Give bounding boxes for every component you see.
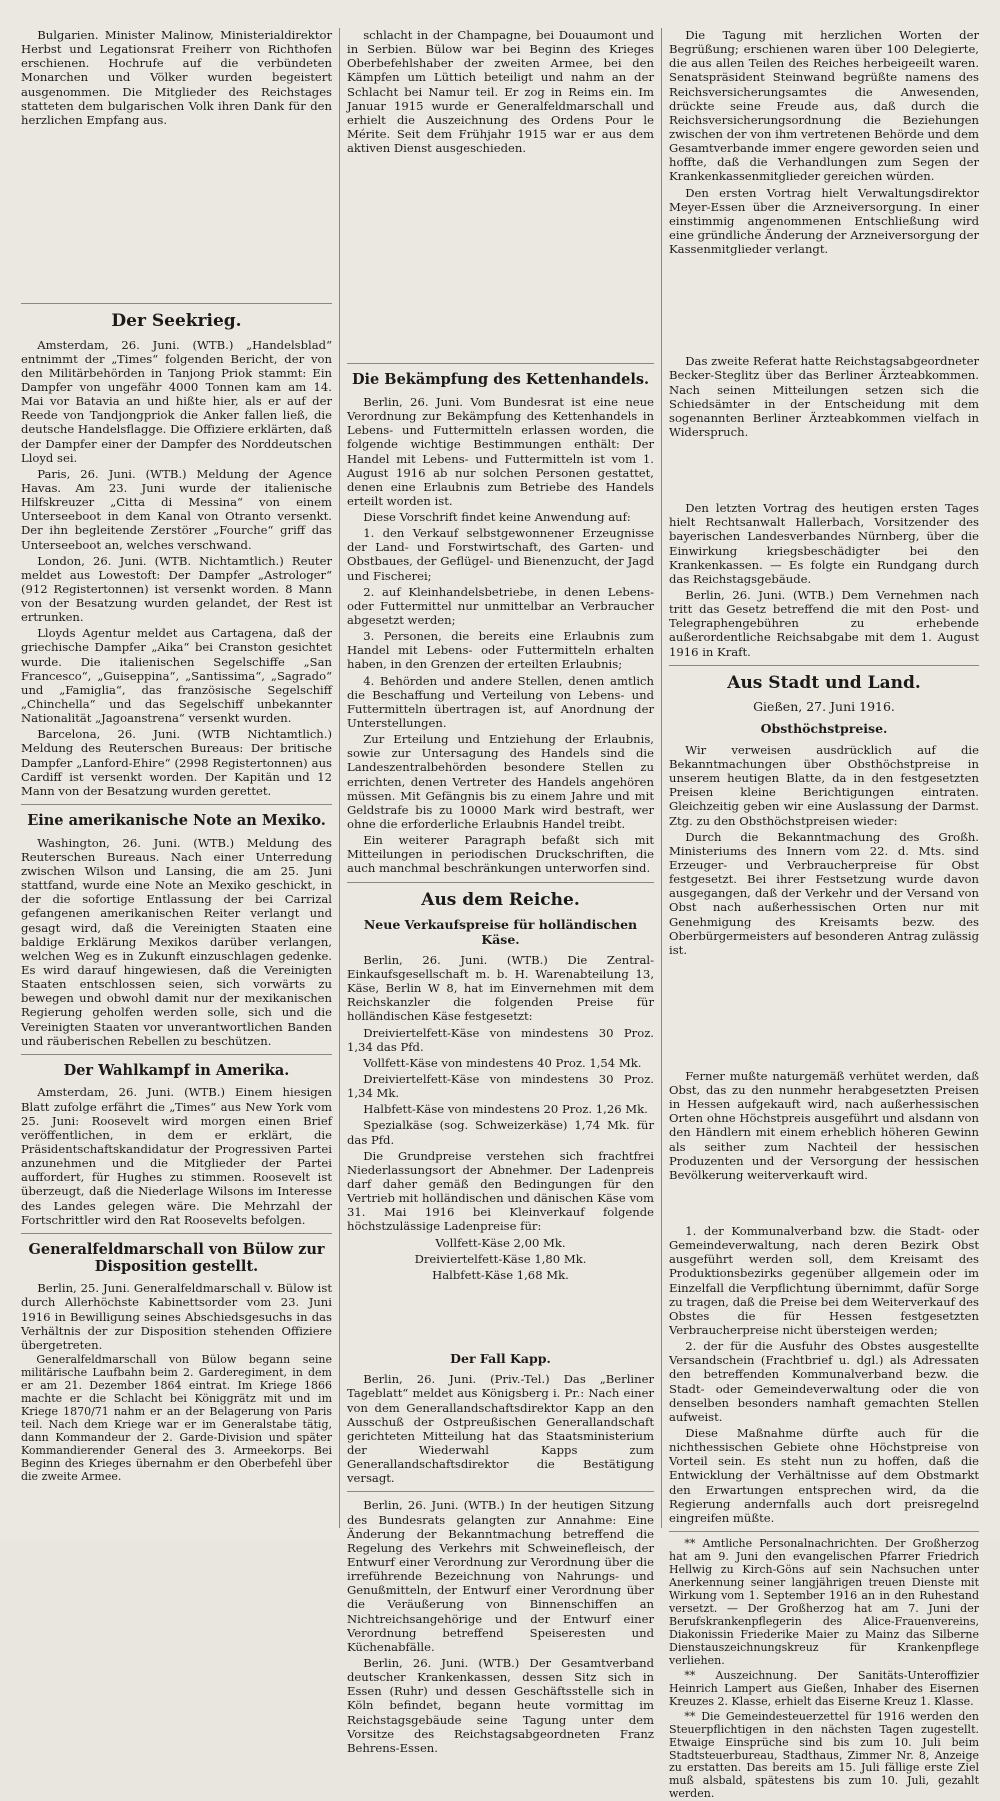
article-text: Paris, 26. Juni. (WTB.) Meldung der Agence Havas. Am 23. Juni wurde der italienische Hilfskreuzer „Citta di Messina“ von einem Unterseeboot in dem Kanal von Otranto versenkt. Der ihn begleitende Zerstörer „Fourche“ griff das Unterseeboot an, welches verschwand. <box>21 466 332 552</box>
column-layout <box>14 28 986 1801</box>
section-divider <box>21 1233 332 1234</box>
section-divider <box>21 804 332 805</box>
article-text: schlacht in der Champagne, bei Douaumont und in Serbien. Bülow war bei Beginn des Krieges Oberbefehlshaber der zweiten Armee, bei den Kämpfen um Lüttich beteiligt und nahm an der Schlacht bei Namur teil. Er zog in Reims ein. Im Januar 1915 wurde er Generalfeldmarschall und erhielt die Auszeichnung des Ordens Pour le Mérite. Seit dem Frühjahr 1915 war er aus dem aktiven Dienst ausgeschieden. <box>347 28 654 156</box>
section-divider <box>21 303 332 304</box>
illegible-text-block <box>669 1184 979 1224</box>
list-item: 3. Personen, die bereits eine Erlaubnis zum Handel mit Lebens- oder Futtermitteln erhalten haben, in den Grenzen der erteilten Erlaubnis; <box>347 629 654 672</box>
article-text: Berlin, 25. Juni. Generalfeldmarschall v. Bülow ist durch Allerhöchste Kabinettsorder vom 23. Juni 1916 in Bewilligung seines Abschiedsgesuchs in das Verhältnis der zur Disposition stehenden Offiziere übergetreten. <box>21 1281 332 1352</box>
article-heading: Der Fall Kapp. <box>450 1350 551 1366</box>
article-text: Zur Erteilung und Entziehung der Erlaubnis, sowie zur Untersagung des Handels sind die Landeszentralbehörden besondere Stellen zu errichten, denen Vertreter des Handels angehören müssen. Mit Gefängnis bis zu einem Jahre und mit Geldstrafe bis zu 10000 Mark wird bestraft, wer ohne die erforderliche Erlaubnis Handel treibt. <box>347 732 654 832</box>
article-text: ** Auszeichnung. Der Sanitäts-Unteroffizier Heinrich Lampert aus Gießen, Inhaber des Eisernen Kreuzes 2. Klasse, erhielt das Eiserne Kreuz 1. Klasse. <box>669 1668 979 1708</box>
illegible-text-block <box>669 258 979 354</box>
illegible-text-block <box>669 441 979 501</box>
article-text: Washington, 26. Juni. (WTB.) Meldung des Reuterschen Bureaus. Nach einer Unterredung zwischen Wilson und Lansing, die am 25. Juni stattfand, wurde eine Note an Mexiko geschickt, in der die sofortige Entlassung der bei Carrizal gefangenen amerikanischen Reiter verlangt und gesagt wird, daß die Vereinigten Staaten eine baldige Erklärung Mexikos darüber verlangen, welchen Weg es in Zukunft einzuschlagen gedenke. Es wird darauf hingewiesen, daß die Vereinigten Staaten entschlossen seien, sich vorwärts zu bewegen und obwohl damit nur der mexikanischen Regierung geholfen werden solle, sich und die Vereinigten Staaten vor unverantwortlichen Banden und räuberischen Rebellen zu beschützen. <box>21 835 332 1048</box>
article-text: Barcelona, 26. Juni. (WTB Nichtamtlich.) Meldung des Reuterschen Bureaus: Der britische Dampfer „Lanford-Ehire“ (2998 Registertonnen) aus Cardiff ist versenkt worden. Der Kapitän und 12 Mann von der Besatzung wurden gerettet. <box>21 727 332 798</box>
illegible-text-block <box>347 1284 654 1344</box>
price-line: Dreiviertelfett-Käse 1,80 Mk. <box>414 1251 587 1266</box>
section-divider <box>21 1054 332 1055</box>
article-text: Berlin, 26. Juni. Vom Bundesrat ist eine neue Verordnung zur Bekämpfung des Kettenhandels in Lebens- und Futtermitteln erlassen worden, die folgende wichtige Bestimmungen enthält: Der Handel mit Lebens- und Futtermitteln ist vom 1. August 1916 ab nur solchen Personen gestattet, denen eine Erlaubnis zum Betriebe des Handels erteilt worden ist. <box>347 394 654 508</box>
article-heading: Neue Verkaufspreise für holländischen Käse. <box>363 917 638 947</box>
section-heading: Aus dem Reiche. <box>421 889 580 910</box>
section-divider <box>669 1531 979 1532</box>
article-text: Wir verweisen ausdrücklich auf die Bekanntmachungen über Obsthöchstpreise in unserem heutigen Blatte, da in den festgesetzten Preisen kleine Berichtigungen eintraten. Gleichzeitig geben wir eine Auslassung der Darmst. Ztg. zu den Obsthöchstpreisen wieder: <box>669 742 979 828</box>
illegible-text-block <box>21 129 332 297</box>
section-heading: Aus Stadt und Land. <box>727 672 921 693</box>
article-text: Berlin, 26. Juni. (WTB.) Die Zentral-Einkaufsgesellschaft m. b. H. Warenabteilung 13, Käse, Berlin W 8, hat im Einvernehmen mit dem Reichskanzler die folgenden Preise für holländischen Käse festgesetzt: <box>347 952 654 1024</box>
illegible-text-block <box>669 959 979 1069</box>
article-text: Diese Vorschrift findet keine Anwendung auf: <box>363 510 631 525</box>
article-text: Das zweite Referat hatte Reichstagsabgeordneter Becker-Steglitz über das Berliner Ärzteabkommen. Nach seinen Mitteilungen setzen sich die Schiedsämter in der Entscheidung mit dem sogenannten Berliner Ärzteabkommen vielfach in Widerspruch. <box>669 354 979 439</box>
section-divider <box>347 363 654 364</box>
article-heading: Der Seekrieg. <box>111 310 242 331</box>
list-item: 1. der Kommunalverband bzw. die Stadt- oder Gemeindeverwaltung, nach deren Bezirk Obst ausgeführt werden soll, dem Kreisamt des Produktionsbezirks gegenüber allgemein oder im Einzelfall die Verpflichtung übernimmt, dafür Sorge zu tragen, daß die Preise bei dem Weiterverkauf des Obstes die für Hessen festgesetzten Verbraucherpreise nicht übersteigen werden; <box>669 1224 979 1338</box>
list-item: 2. auf Kleinhandelsbetriebe, in denen Lebens- oder Futtermittel nur unmittelbar an Verbraucher abgesetzt werden; <box>347 584 654 628</box>
article-text: Den letzten Vortrag des heutigen ersten Tages hielt Rechtsanwalt Hallerbach, Vorsitzender des bayerischen Landesverbandes Nürnberg, über die Einwirkung kriegsbeschädigter bei den Krankenkassen. — Es folgte ein Rundgang durch das Reichstagsgebäude. <box>669 501 979 586</box>
article-text: Den ersten Vortrag hielt Verwaltungsdirektor Meyer-Essen über die Arzneiversorgung. In einer einstimmig angenommenen Entschließung wird eine gründliche Änderung der Arzneiversorgung der Kassenmitglieder verlangt. <box>669 185 979 257</box>
illegible-text-block <box>347 157 654 357</box>
article-text: Bulgarien. Minister Malinow, Ministerialdirektor Herbst und Legationsrat Freiherr von Richthofen erschienen. Hochrufe auf die verbündeten Monarchen und Völker wurden begeistert ausgenommen. Die Mitglieder des Reichstages statteten dem bulgarischen Volk ihren Dank für den herzlichen Empfang aus. <box>21 28 332 127</box>
article-text: ** Amtliche Personalnachrichten. Der Großherzog hat am 9. Juni den evangelischen Pfarrer Friedrich Hellwig zu Kirch-Göns auf sein Nachsuchen unter Anerkennung seiner langjährigen treuen Dienste mit Wirkung vom 1. September 1916 an in den Ruhestand versetzt. — Der Großherzog hat am 7. Juni der Berufskrankenpflegerin des Alice-Frauenvereins, Diakonissin Friederike Maier zu Mainz das Silberne Dienstauszeichnungskreuz für Krankenpflege verliehen. <box>669 1537 979 1667</box>
article-text: Berlin, 26. Juni. (WTB.) Der Gesamtverband deutscher Krankenkassen, dessen Sitz sich in Essen (Ruhr) und dessen Geschäftsstelle sich in Köln befindet, begann heute vormittag im Reichstagsgebäude seine Tagung unter dem Vorsitze des Reichstagsabgeordneten Franz Behrens-Essen. <box>347 1656 654 1755</box>
price-line: Vollfett-Käse 2,00 Mk. <box>435 1235 566 1250</box>
article-text: ** Die Gemeindesteuerzettel für 1916 werden den Steuerpflichtigen in den nächsten Tagen zugestellt. Etwaige Einsprüche sind bis zum 10. Juli beim Stadtsteuerbureau, Stadthaus, Zimmer Nr. 8, Anzeige zu erstatten. Das bereits am 15. Juli fällige erste Ziel muß alsbald, spätestens bis zum 10. Juli, gezahlt werden. <box>669 1709 979 1801</box>
article-text: Berlin, 26. Juni. (WTB.) Dem Vernehmen nach tritt das Gesetz betreffend die mit den Post- und Telegraphengebühren zu erhebende außerordentliche Reichsabgabe mit dem 1. August 1916 in Kraft. <box>669 587 979 659</box>
article-text: London, 26. Juni. (WTB. Nichtamtlich.) Reuter meldet aus Lowestoft: Der Dampfer „Astrologer“ (912 Registertonnen) ist versenkt worden. 8 Mann von der Besatzung wurden gelandet, der Rest ist ertrunken. <box>21 553 332 625</box>
price-line: Dreiviertelfett-Käse von mindestens 30 Proz. 1,34 Mk. <box>347 1072 654 1101</box>
list-item: 2. der für die Ausfuhr des Obstes ausgestellte Versandschein (Frachtbrief u. dgl.) als Adressaten den betreffenden Kommunalverband bezw. die Stadt- oder Gemeindeverwaltung oder die von denselben besonders namhaft gemachten Stellen aufweist. <box>669 1339 979 1424</box>
article-heading: Der Wahlkampf in Amerika. <box>63 1061 290 1079</box>
column-middle <box>340 28 662 1755</box>
section-divider <box>347 882 654 883</box>
column-left <box>14 28 340 1528</box>
article-text: Berlin, 26. Juni. (WTB.) In der heutigen Sitzung des Bundesrats gelangten zur Annahme: Eine Änderung der Bekanntmachung betreffend die Regelung des Verkehrs mit Schweinefleisch, der Entwurf einer Verordnung zur Verordnung über die irreführende Bezeichnung von Nahrungs- und Genußmitteln, der Entwurf einer Verordnung über die Veräußerung von Binnenschiffen an Nichtreichsangehörige und der Entwurf einer Verordnung betreffend Speiseresten und Küchenabfälle. <box>347 1498 654 1654</box>
article-text: Die Tagung mit herzlichen Worten der Begrüßung; erschienen waren über 100 Delegierte, die aus allen Teilen des Reiches herbeigeeilt waren. Senatspräsident Steinwand begrüßte namens des Reichsversicherungsamtes die Anwesenden, drückte seine Freude aus, daß durch die Reichsversicherungsordnung die Beziehungen zwischen der von ihm vertretenen Behörde und dem Gesamtverbande immer engere geworden seien und hoffte, daß die Verhandlungen zum Segen der Krankenkassenmitglieder gereichen würden. <box>669 28 979 184</box>
price-line: Spezialkäse (sog. Schweizerkäse) 1,74 Mk. für das Pfd. <box>347 1118 654 1147</box>
article-text: Die Grundpreise verstehen sich frachtfrei Niederlassungsort der Abnehmer. Der Ladenpreis darf daher gemäß den Bedingungen für den Vertrieb mit holländischen und dänischen Käse vom 31. Mai 1916 bei Kleinverkauf folgende höchstzulässige Ladenpreise für: <box>347 1148 654 1234</box>
article-text: Amsterdam, 26. Juni. (WTB.) „Handelsblad“ entnimmt der „Times“ folgenden Bericht, der von den Militärbehörden in Tanjong Priok stammt: Ein Dampfer von ungefähr 4000 Tonnen kam am 14. Mai vor Batavia an und hißte hier, als er auf der Reede von Tandjongpriok die Anker fallen ließ, die deutsche Handelsflagge. Die Offiziere erklärten, daß der Dampfer einer der Dampfer des Norddeutschen Lloyd sei. <box>21 337 332 465</box>
section-divider <box>347 1491 654 1492</box>
article-text: Ein weiterer Paragraph befaßt sich mit Mitteilungen in periodischen Druckschriften, die auch manchmal beschränkungen unterworfen sind. <box>347 833 654 876</box>
column-right <box>662 28 986 1801</box>
article-text: Generalfeldmarschall von Bülow begann seine militärische Laufbahn beim 2. Garderegiment, in dem er am 21. Dezember 1864 eintrat. Im Kriege 1866 machte er die Schlacht bei Königgrätz mit und im Kriege 1870/71 nahm er an der Belagerung von Paris teil. Nach dem Kriege war er im Generalstabe tätig, dann Kommandeur der 2. Garde-Division und später Kommandierender General des 3. Armeekorps. Bei Beginn des Krieges übernahm er den Oberbefehl über die zweite Armee. <box>21 1352 332 1483</box>
article-text: Durch die Bekanntmachung des Großh. Ministeriums des Innern vom 22. d. Mts. sind Erzeuger- und Verbraucherpreise für Obst festgesetzt. Bei ihrer Festsetzung wurde davon ausgegangen, daß der Verkehr und der Versand von Obst nach außerhessischen Orten nur mit Genehmigung des Kreisamts bezw. des Oberbürgermeisters auf besonderen Antrag zulässig ist. <box>669 829 979 957</box>
article-text: Diese Maßnahme dürfte auch für die nichthessischen Gebiete ohne Höchstpreise von Vorteil sein. Es steht nun zu hoffen, daß die Entwicklung der Verhältnisse auf dem Obstmarkt den Erwartungen entsprechen wird, da die Regierung andernfalls auch dort preisregelnd eingreifen müßte. <box>669 1426 979 1525</box>
list-item: 1. den Verkauf selbstgewonnener Erzeugnisse der Land- und Forstwirtschaft, des Garten- und Obstbaues, der Geflügel- und Bienenzucht, der Jagd und Fischerei; <box>347 526 654 583</box>
price-line: Vollfett-Käse von mindestens 40 Proz. 1,54 Mk. <box>363 1055 642 1070</box>
price-line: Halbfett-Käse von mindestens 20 Proz. 1,26 Mk. <box>363 1102 648 1117</box>
price-line: Halbfett-Käse 1,68 Mk. <box>432 1267 569 1282</box>
list-item: 4. Behörden und andere Stellen, denen amtlich die Beschaffung und Verteilung von Lebens- und Futtermitteln übertragen ist, auf Anordnung der Unterstellungen. <box>347 673 654 731</box>
price-line: Dreiviertelfett-Käse von mindestens 30 Proz. 1,34 das Pfd. <box>347 1025 654 1054</box>
article-text: Berlin, 26. Juni. (Priv.-Tel.) Das „Berliner Tageblatt“ meldet aus Königsberg i. Pr.: Nach einer von dem Generallandschaftsdirektor Kapp an den Ausschuß der Ostpreußischen Generallandschaft gerichteten Mitteilung hat das Staatsministerium der Wiederwahl Kapps zum Generallandschaftsdirektor die Bestätigung versagt. <box>347 1372 654 1486</box>
article-text: Ferner mußte naturgemäß verhütet werden, daß Obst, das zu den nunmehr herabgesetzten Preisen in Hessen aufgekauft wird, nach außerhessischen Orten ohne Höchstpreis ausgeführt und alsdann von den Händlern mit einem erheblich höheren Gewinn als seither zum Nachteil der hessischen Produzenten und der Versorgung der hessischen Bevölkerung weiterverkauft wird. <box>669 1068 979 1182</box>
article-text: Amsterdam, 26. Juni. (WTB.) Einem hiesigen Blatt zufolge erfährt die „Times“ aus New York vom 25. Juni: Roosevelt wird morgen einen Brief veröffentlichen, in dem er erklärt, die Präsidentschaftskandidatur der Progressiven Partei anzunehmen und die Mitglieder der Partei auffordert, für Hughes zu stimmen. Roosevelt ist überzeugt, daß die Niederlage Wilsons im Interesse des Landes gelegen wäre. Die Mehrzahl der Fortschrittler wird den Rat Roosevelts befolgen. <box>21 1085 332 1227</box>
section-divider <box>669 665 979 666</box>
dateline: Gießen, 27. Juni 1916. <box>753 699 895 715</box>
article-text: Lloyds Agentur meldet aus Cartagena, daß der griechische Dampfer „Aika“ bei Cranston gesichtet wurde. Die italienischen Segelschiffe „San Francesco“, „Guiseppina“, „Santissima“, „Sagrado“ und „Famiglia“, das französische Segelschiff „Chinchella“ und das Segelschiff unbekannter Nationalität „Jagoanstrena“ versenkt wurden. <box>21 626 332 726</box>
article-heading: Obsthöchstpreise. <box>760 721 888 737</box>
article-heading: Eine amerikanische Note an Mexiko. <box>27 812 326 830</box>
article-heading: Die Bekämpfung des Kettenhandels. <box>351 371 650 389</box>
article-heading: Generalfeldmarschall von Bülow zur Disposition gestellt. <box>28 1240 325 1275</box>
